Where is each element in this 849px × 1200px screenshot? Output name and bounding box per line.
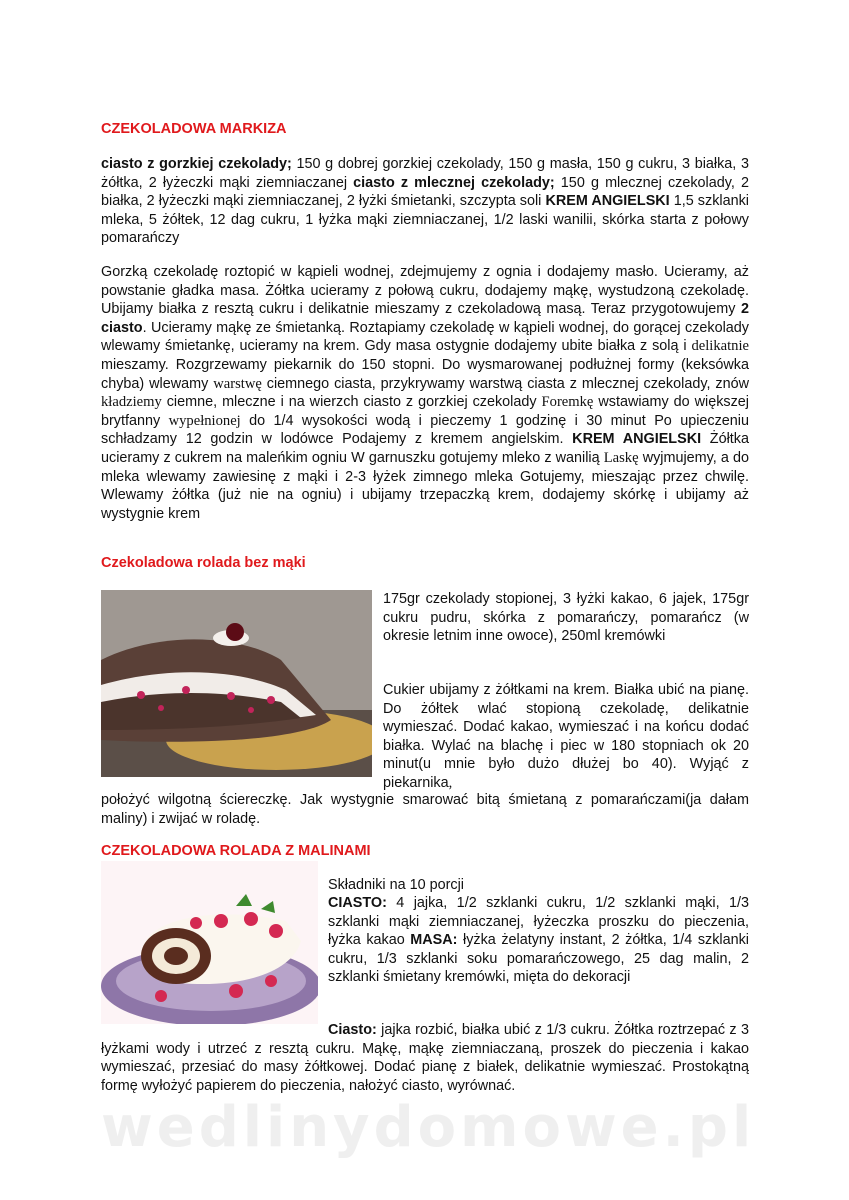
- label-dough: CIASTO:: [328, 895, 387, 911]
- text: mieszamy. Rozgrzewamy piekarnik do 150 stopni. Do wysmarowanej podłużnej formy (keksówka chyba) wlewamy: [101, 356, 749, 392]
- text: wyjmujemy, a do mleka wlewamy zawiesinę z mąki i 2-3 łyżek zimnego mleka Gotujemy, mieszając przez chwilę. Wlewamy żółtka (już nie na ogniu) i ubijamy trzepaczką krem, dodajemy skórkę i ubijamy aż wystygnie krem: [101, 449, 750, 522]
- recipe-title-rolada-z-malinami: CZEKOLADOWA ROLADA Z MALINAMI: [101, 843, 371, 859]
- text: warstwę: [213, 375, 262, 392]
- markiza-method: [101, 263, 749, 523]
- label-milk-dough: ciasto z mlecznej czekolady;: [353, 174, 555, 191]
- text: jajka rozbić, białka ubić z 1/3 cukru. Żółtka roztrzepać z 3 łyżkami wody i utrzeć z resztą cukru. Mąkę, mąkę ziemniaczaną, proszek do pieczenia i kakao wymieszać, przesiać do masy żółtkowej. Dodać pianę z białek, delikatnie wymieszać. Prostokątną formę wyłożyć papierem do pieczenia, nałożyć ciasto, wyrównać.: [101, 1022, 749, 1094]
- text: Żółtka ucieramy z cukrem na maleńkim ogniu W garnuszku gotujemy mleko z wanilią: [101, 431, 749, 466]
- malinami-method: [101, 1021, 749, 1095]
- rolada-ingredients: 175gr czekolady stopionej, 3 łyżki kakao, 6 jajek, 175gr cukru pudru, skórka z pomarańczy, pomarańcz (w okresie letnim inne owoce), 250ml kremówki: [383, 591, 749, 645]
- site-watermark: wedlinydomowe.pl: [101, 1095, 756, 1160]
- text: Foremkę: [541, 394, 594, 411]
- rolada-method-part2: położyć wilgotną ściereczkę. Jak wystygnie smarować bitą śmietaną z pomarańczami(ja dałam maliny) i zwijać w roladę.: [101, 792, 749, 827]
- text: delikatnie: [691, 338, 749, 355]
- recipe-title-markiza: CZEKOLADOWA MARKIZA: [101, 121, 287, 137]
- rolada-photo: [101, 590, 372, 777]
- text: 4 jajka, 1/2 szklanki cukru, 1/2 szklanki mąki, 1/3 szklanki mąki ziemniaczanej, łyżeczka proszku do pieczenia, łyżka kakao: [328, 895, 749, 949]
- rolada-method-part1: [383, 681, 749, 793]
- label-filling: MASA:: [410, 932, 458, 949]
- label-cream: KREM ANGIELSKI: [572, 431, 702, 448]
- text: 1,5 szklanki mleka, 5 żółtek, 12 dag cukru, 1 łyżka mąki ziemniaczanej, 1/2 laski wanilii, skórka starta z połowy pomarańczy: [101, 193, 749, 247]
- label-dough: Ciasto:: [328, 1022, 377, 1038]
- recipe-title-rolada-bez-maki: Czekoladowa rolada bez mąki: [101, 555, 306, 571]
- text: kładziemy: [101, 394, 162, 411]
- text: ciemne, mleczne i na wierzch ciasto z gorzkiej czekolady: [161, 394, 542, 411]
- label-dark-dough: ciasto z gorzkiej czekolady;: [101, 156, 292, 172]
- text: wstawiamy do większej brytfanny: [101, 394, 749, 429]
- malinami-photo: [101, 861, 318, 1024]
- malinami-ingredients: [328, 894, 749, 987]
- text: ciemnego ciasta, przykrywamy warstwą ciasta z mlecznej czekolady, znów: [261, 375, 749, 392]
- text: Laskę: [603, 449, 639, 466]
- label-cream: KREM ANGIELSKI: [545, 193, 670, 210]
- malinami-portions: Składniki na 10 porcji: [328, 877, 464, 893]
- text: 150 g dobrej gorzkiej czekolady, 150 g masła, 150 g cukru, 3 białka, 3 żółtka, 2 łyżeczki mąki ziemniaczanej: [101, 156, 749, 191]
- text: . Ucieramy mąkę ze śmietanką. Roztapiamy czekoladę w kąpieli wodnej, do gorącej czekolady wlewamy śmietankę, ucieramy na krem. Gdy masa ostygnie dodajemy ubite białka z solą i: [101, 319, 749, 355]
- text: do 1/4 wysokości wodą i pieczemy 1 godzinę i 30 minut Po upieczeniu schładzamy 12 godzin w lodówce Podajemy z kremem angielskim.: [101, 412, 749, 448]
- text: łyżka żelatyny instant, 2 żółtka, 1/4 szklanki cukru, 1/3 szklanki soku pomarańczowego, 25 dag malin, 2 szklanki śmietany kremówki, mięta do dekoracji: [328, 932, 750, 986]
- text: wypełnionej: [168, 412, 241, 429]
- malinami-image: [101, 861, 318, 1024]
- text: Cukier ubijamy z żółtkami na krem. Białka ubić na pianę. Do żółtek wlać stopioną czekoladę, delikatnie wymieszać. Dodać kakao, wymieszać i na końcu dodać białka. Wylać na blachę i piec w 180 stopniach ok 20 minut(u mnie było dużo dłużej bo 40). Wyjąć z piekarnika: [383, 682, 749, 791]
- text: Gorzką czekoladę roztopić w kąpieli wodnej, zdejmujemy z ognia i dodajemy masło. Ucieramy, aż powstanie gładka masa. Żółtka ucieramy z połową cukru, dodajemy mąkę, wystudzoną czekoladę. Ubijamy białka z resztą cukru i delikatnie mieszamy z czekoladową masą. Teraz przygotowujemy: [101, 264, 749, 318]
- rolada-image: [101, 590, 372, 777]
- label-second-dough: 2 ciasto: [101, 301, 749, 336]
- text: ,: [448, 774, 453, 791]
- markiza-ingredients: [101, 155, 749, 248]
- text: 150 g mlecznej czekolady, 2 białka, 2 łyżeczki mąki ziemniaczanej, 2 łyżki śmietanki, szczypta soli: [101, 174, 750, 210]
